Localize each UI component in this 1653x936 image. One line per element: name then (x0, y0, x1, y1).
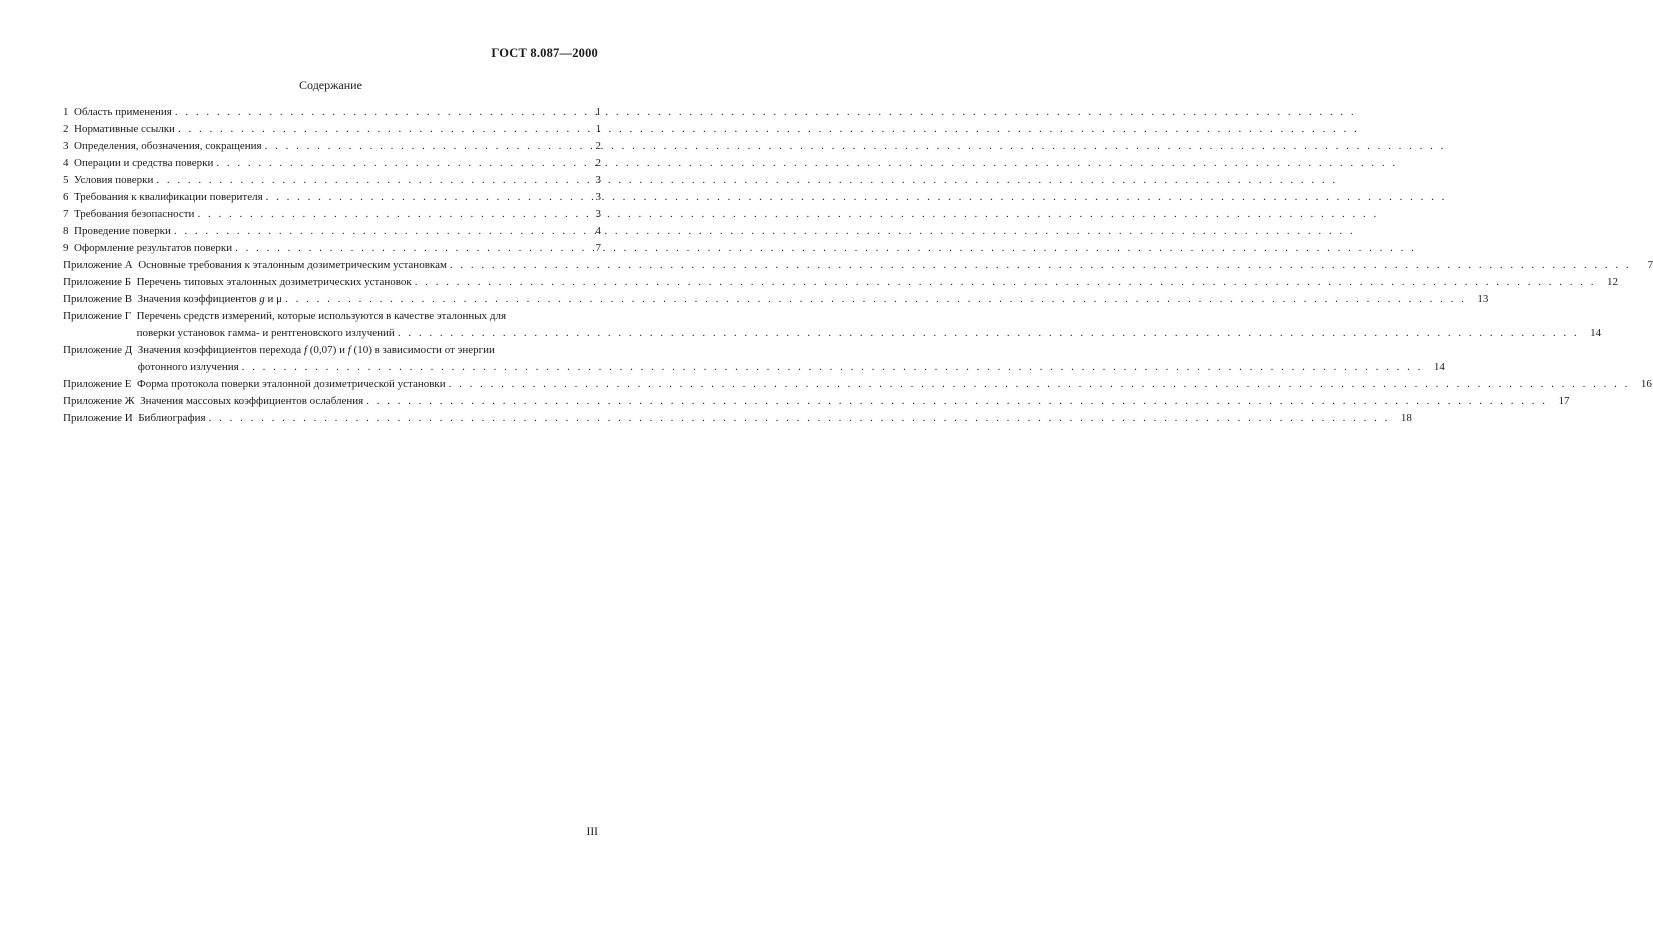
table-of-contents (63, 104, 1653, 427)
dot-leader (266, 189, 579, 206)
symbol-f: f (347, 344, 351, 356)
standard-code: ГОСТ 8.087—2000 (491, 46, 598, 60)
dot-leader (174, 223, 579, 240)
appendix-label: Приложение Д (63, 344, 133, 356)
toc-item-number: 9 (63, 242, 69, 254)
appendix-title-line1: Перечень средств измерений, которые используются в качестве эталонных для (136, 310, 507, 322)
appendix-page: 14 (1433, 361, 1445, 373)
dot-leader (449, 376, 1630, 393)
appendix-page: 18 (1400, 412, 1412, 424)
appendix-page: 12 (1606, 276, 1618, 288)
dot-leader (450, 257, 1631, 274)
dot-leader (197, 206, 579, 223)
dot-leader (156, 172, 579, 189)
toc-item-3[interactable] (63, 138, 601, 155)
appendix-title: Перечень типовых эталонных дозиметрических установок (136, 276, 412, 288)
dot-leader (415, 274, 1596, 291)
toc-item-page: 3 (595, 208, 601, 220)
appendix-title-line1: Значения коэффициентов перехода f (0,07) и f (10) в зависимости от энергии (137, 344, 495, 356)
toc-item-page: 3 (595, 191, 601, 203)
symbol-g: g (259, 293, 265, 305)
toc-item-page: 4 (595, 225, 601, 237)
toc-item-2[interactable] (63, 121, 601, 138)
toc-item-5[interactable] (63, 172, 601, 189)
appendix-title: Значения массовых коэффициентов ослабления (140, 395, 364, 407)
toc-item-6[interactable] (63, 189, 601, 206)
dot-leader (209, 410, 1390, 427)
dot-leader (175, 104, 579, 121)
toc-item-title: Оформление результатов поверки (74, 242, 233, 254)
toc-item-7[interactable] (63, 206, 601, 223)
toc-item-number: 3 (63, 140, 69, 152)
toc-item-title: Определения, обозначения, сокращения (74, 140, 262, 152)
toc-appendix-zh[interactable] (63, 393, 1570, 410)
appendix-label: Приложение В (63, 293, 133, 305)
toc-item-number: 6 (63, 191, 69, 203)
toc-item-4[interactable] (63, 155, 601, 172)
appendix-title-line2: поверки установок гамма- и рентгеновского излучений (136, 327, 395, 339)
appendix-title: Значения коэффициентов g и μ (137, 293, 283, 305)
appendix-page: 13 (1477, 293, 1489, 305)
appendix-title: Основные требования к эталонным дозиметрическим установкам (138, 259, 447, 271)
toc-item-1[interactable] (63, 104, 601, 121)
appendix-page: 7 (1647, 259, 1653, 271)
dot-leader (242, 359, 1423, 376)
page-number: III (586, 826, 598, 838)
toc-item-title: Область применения (74, 106, 172, 118)
toc-item-title: Требования безопасности (74, 208, 195, 220)
dot-leader (235, 240, 579, 257)
appendix-label: Приложение Ж (63, 395, 135, 407)
symbol-mu: μ (276, 293, 283, 305)
appendix-title: Библиография (138, 412, 206, 424)
appendix-label: Приложение Г (63, 310, 132, 322)
toc-appendix-v[interactable] (63, 291, 1489, 308)
toc-item-8[interactable] (63, 223, 601, 240)
appendix-title-line2: фотонного излучения (137, 361, 239, 373)
toc-item-title: Проведение поверки (74, 225, 171, 237)
toc-item-page: 2 (595, 157, 601, 169)
appendix-label: Приложение И (63, 412, 133, 424)
toc-item-number: 1 (63, 106, 69, 118)
toc-item-page: 3 (595, 174, 601, 186)
dot-leader (216, 155, 579, 172)
toc-item-title: Требования к квалификации поверителя (74, 191, 263, 203)
dot-leader (178, 121, 579, 138)
toc-appendix-g[interactable] (63, 308, 1602, 342)
appendix-label: Приложение А (63, 259, 133, 271)
dot-leader (265, 138, 579, 155)
appendix-label: Приложение Б (63, 276, 132, 288)
dot-leader (366, 393, 1547, 410)
toc-item-page: 7 (595, 242, 601, 254)
dot-leader (285, 291, 1466, 308)
toc-item-title: Условия поверки (74, 174, 154, 186)
toc-item-page: 1 (595, 106, 601, 118)
appendix-page: 14 (1590, 327, 1602, 339)
toc-appendix-d[interactable] (63, 342, 1445, 376)
symbol-f: f (303, 344, 307, 356)
toc-item-number: 8 (63, 225, 69, 237)
toc-item-page: 1 (595, 123, 601, 135)
toc-appendix-i[interactable] (63, 410, 1412, 427)
toc-item-page: 2 (595, 140, 601, 152)
toc-item-number: 7 (63, 208, 69, 220)
toc-appendix-b[interactable] (63, 274, 1618, 291)
toc-item-title: Нормативные ссылки (74, 123, 175, 135)
toc-heading: Содержание (299, 78, 362, 92)
appendix-title: Форма протокола поверки эталонной дозиметрической установки (137, 378, 446, 390)
appendix-page: 17 (1558, 395, 1570, 407)
toc-item-number: 5 (63, 174, 69, 186)
appendix-label: Приложение Е (63, 378, 132, 390)
toc-item-title: Операции и средства поверки (74, 157, 214, 169)
toc-item-number: 4 (63, 157, 69, 169)
appendix-page: 16 (1640, 378, 1652, 390)
toc-appendix-e[interactable] (63, 376, 1652, 393)
toc-appendix-a[interactable] (63, 257, 1653, 274)
dot-leader (398, 325, 1579, 342)
toc-item-number: 2 (63, 123, 69, 135)
toc-item-9[interactable] (63, 240, 601, 257)
